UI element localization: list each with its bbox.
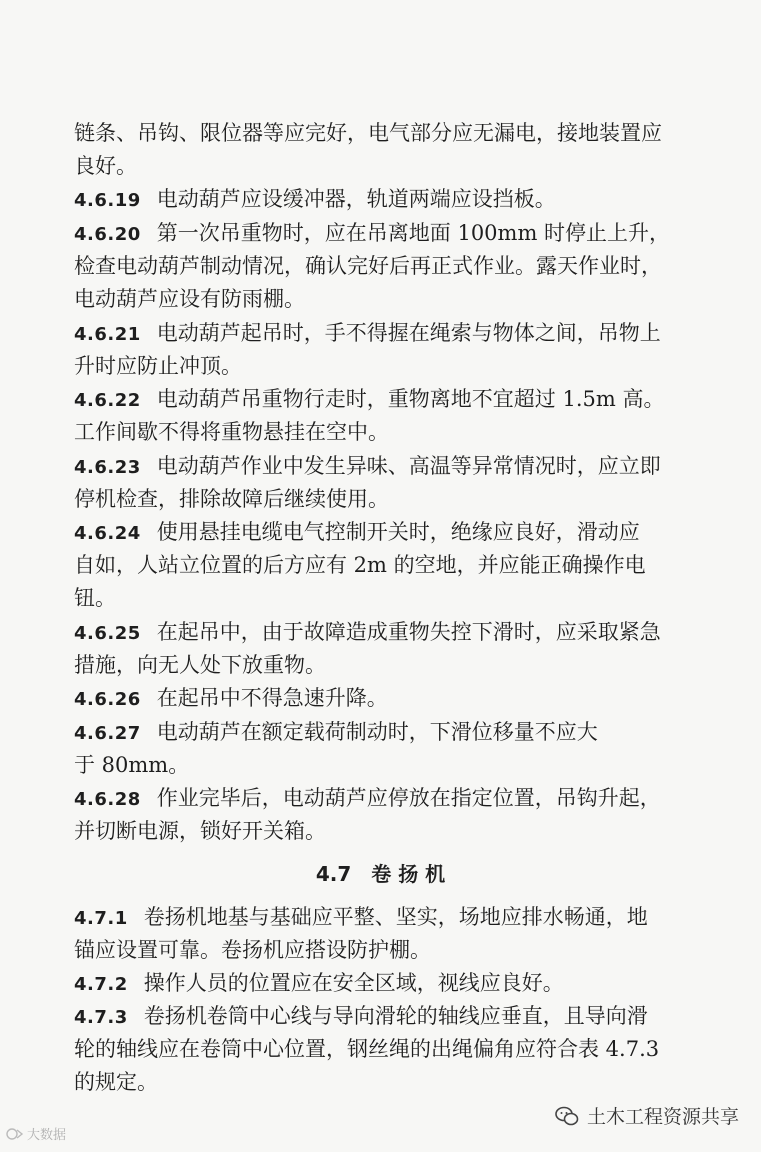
paragraph-line: 良好。	[74, 154, 137, 178]
paragraph-line: 轮的轴线应在卷筒中心位置，钢丝绳的出绳偏角应符合表 4.7.3	[74, 1037, 660, 1061]
paragraph-line: 自如，人站立位置的后方应有 2m 的空地，并应能正确操作电	[74, 553, 646, 577]
clause-4-6-20: 4.6.20 第一次吊重物时，应在吊离地面 100mm 时停止上升，	[74, 221, 671, 245]
section-number: 4.7	[315, 862, 352, 886]
section-heading	[0, 858, 761, 887]
clause-4-7-2: 4.7.2 操作人员的位置应在安全区域，视线应良好。	[74, 971, 564, 995]
paragraph-line: 的规定。	[74, 1070, 158, 1094]
paragraph-line: 锚应设置可靠。卷扬机应搭设防护棚。	[74, 938, 431, 962]
paragraph-line: 并切断电源，锁好开关箱。	[74, 819, 326, 843]
clause-4-7-1: 4.7.1 卷扬机地基与基础应平整、坚实，场地应排水畅通，地	[74, 905, 648, 929]
clause-4-6-21: 4.6.21 电动葫芦起吊时，手不得握在绳索与物体之间，吊物上	[74, 321, 661, 345]
watermark-text: 大数据	[27, 1128, 67, 1143]
clause-number: 4.6.19	[74, 190, 141, 211]
paragraph-line: 电动葫芦应设有防雨棚。	[74, 287, 305, 311]
wechat-icon	[555, 1105, 579, 1127]
paragraph-line: 链条、吊钩、限位器等应完好，电气部分应无漏电，接地装置应	[74, 121, 662, 145]
clause-number: 4.7.2	[74, 974, 128, 995]
paragraph-line: 升时应防止冲顶。	[74, 354, 242, 378]
clause-number: 4.7.1	[74, 908, 128, 929]
clause-number: 4.6.28	[74, 789, 141, 810]
clause-4-7-3: 4.7.3 卷扬机卷筒中心线与导向滑轮的轴线应垂直，且导向滑	[74, 1004, 648, 1028]
clause-number: 4.7.3	[74, 1007, 128, 1028]
clause-number: 4.6.25	[74, 623, 141, 644]
watermark-text: 土木工程资源共享	[586, 1106, 739, 1128]
logo-icon	[6, 1127, 24, 1141]
paragraph-line: 措施，向无人处下放重物。	[74, 653, 326, 677]
clause-number: 4.6.22	[74, 390, 141, 411]
clause-4-6-22: 4.6.22 电动葫芦吊重物行走时，重物离地不宜超过 1.5m 高。	[74, 387, 665, 411]
watermark-wechat	[555, 1102, 739, 1129]
clause-4-6-23: 4.6.23 电动葫芦作业中发生异味、高温等异常情况时，应立即	[74, 454, 661, 478]
paragraph-line: 钮。	[74, 586, 116, 610]
clause-4-6-25: 4.6.25 在起吊中，由于故障造成重物失控下滑时，应采取紧急	[74, 620, 661, 644]
clause-4-6-28: 4.6.28 作业完毕后，电动葫芦应停放在指定位置，吊钩升起，	[74, 786, 661, 810]
paragraph-line: 于 80mm。	[74, 753, 190, 777]
clause-number: 4.6.21	[74, 324, 141, 345]
clause-number: 4.6.24	[74, 523, 141, 544]
clause-number: 4.6.27	[74, 723, 141, 744]
clause-4-6-24: 4.6.24 使用悬挂电缆电气控制开关时，绝缘应良好，滑动应	[74, 520, 640, 544]
clause-number: 4.6.23	[74, 457, 141, 478]
watermark-corner	[6, 1124, 66, 1143]
paragraph-line: 检查电动葫芦制动情况，确认完好后再正式作业。露天作业时，	[74, 254, 662, 278]
section-title: 卷 扬 机	[371, 862, 446, 886]
paragraph-line: 停机检查，排除故障后继续使用。	[74, 487, 389, 511]
clause-number: 4.6.26	[74, 689, 141, 710]
paragraph-line: 工作间歇不得将重物悬挂在空中。	[74, 420, 389, 444]
clause-4-6-27: 4.6.27 电动葫芦在额定载荷制动时，下滑位移量不应大	[74, 720, 598, 744]
clause-number: 4.6.20	[74, 224, 141, 245]
clause-4-6-19: 4.6.19 电动葫芦应设缓冲器，轨道两端应设挡板。	[74, 187, 556, 211]
clause-4-6-26: 4.6.26 在起吊中不得急速升降。	[74, 686, 388, 710]
